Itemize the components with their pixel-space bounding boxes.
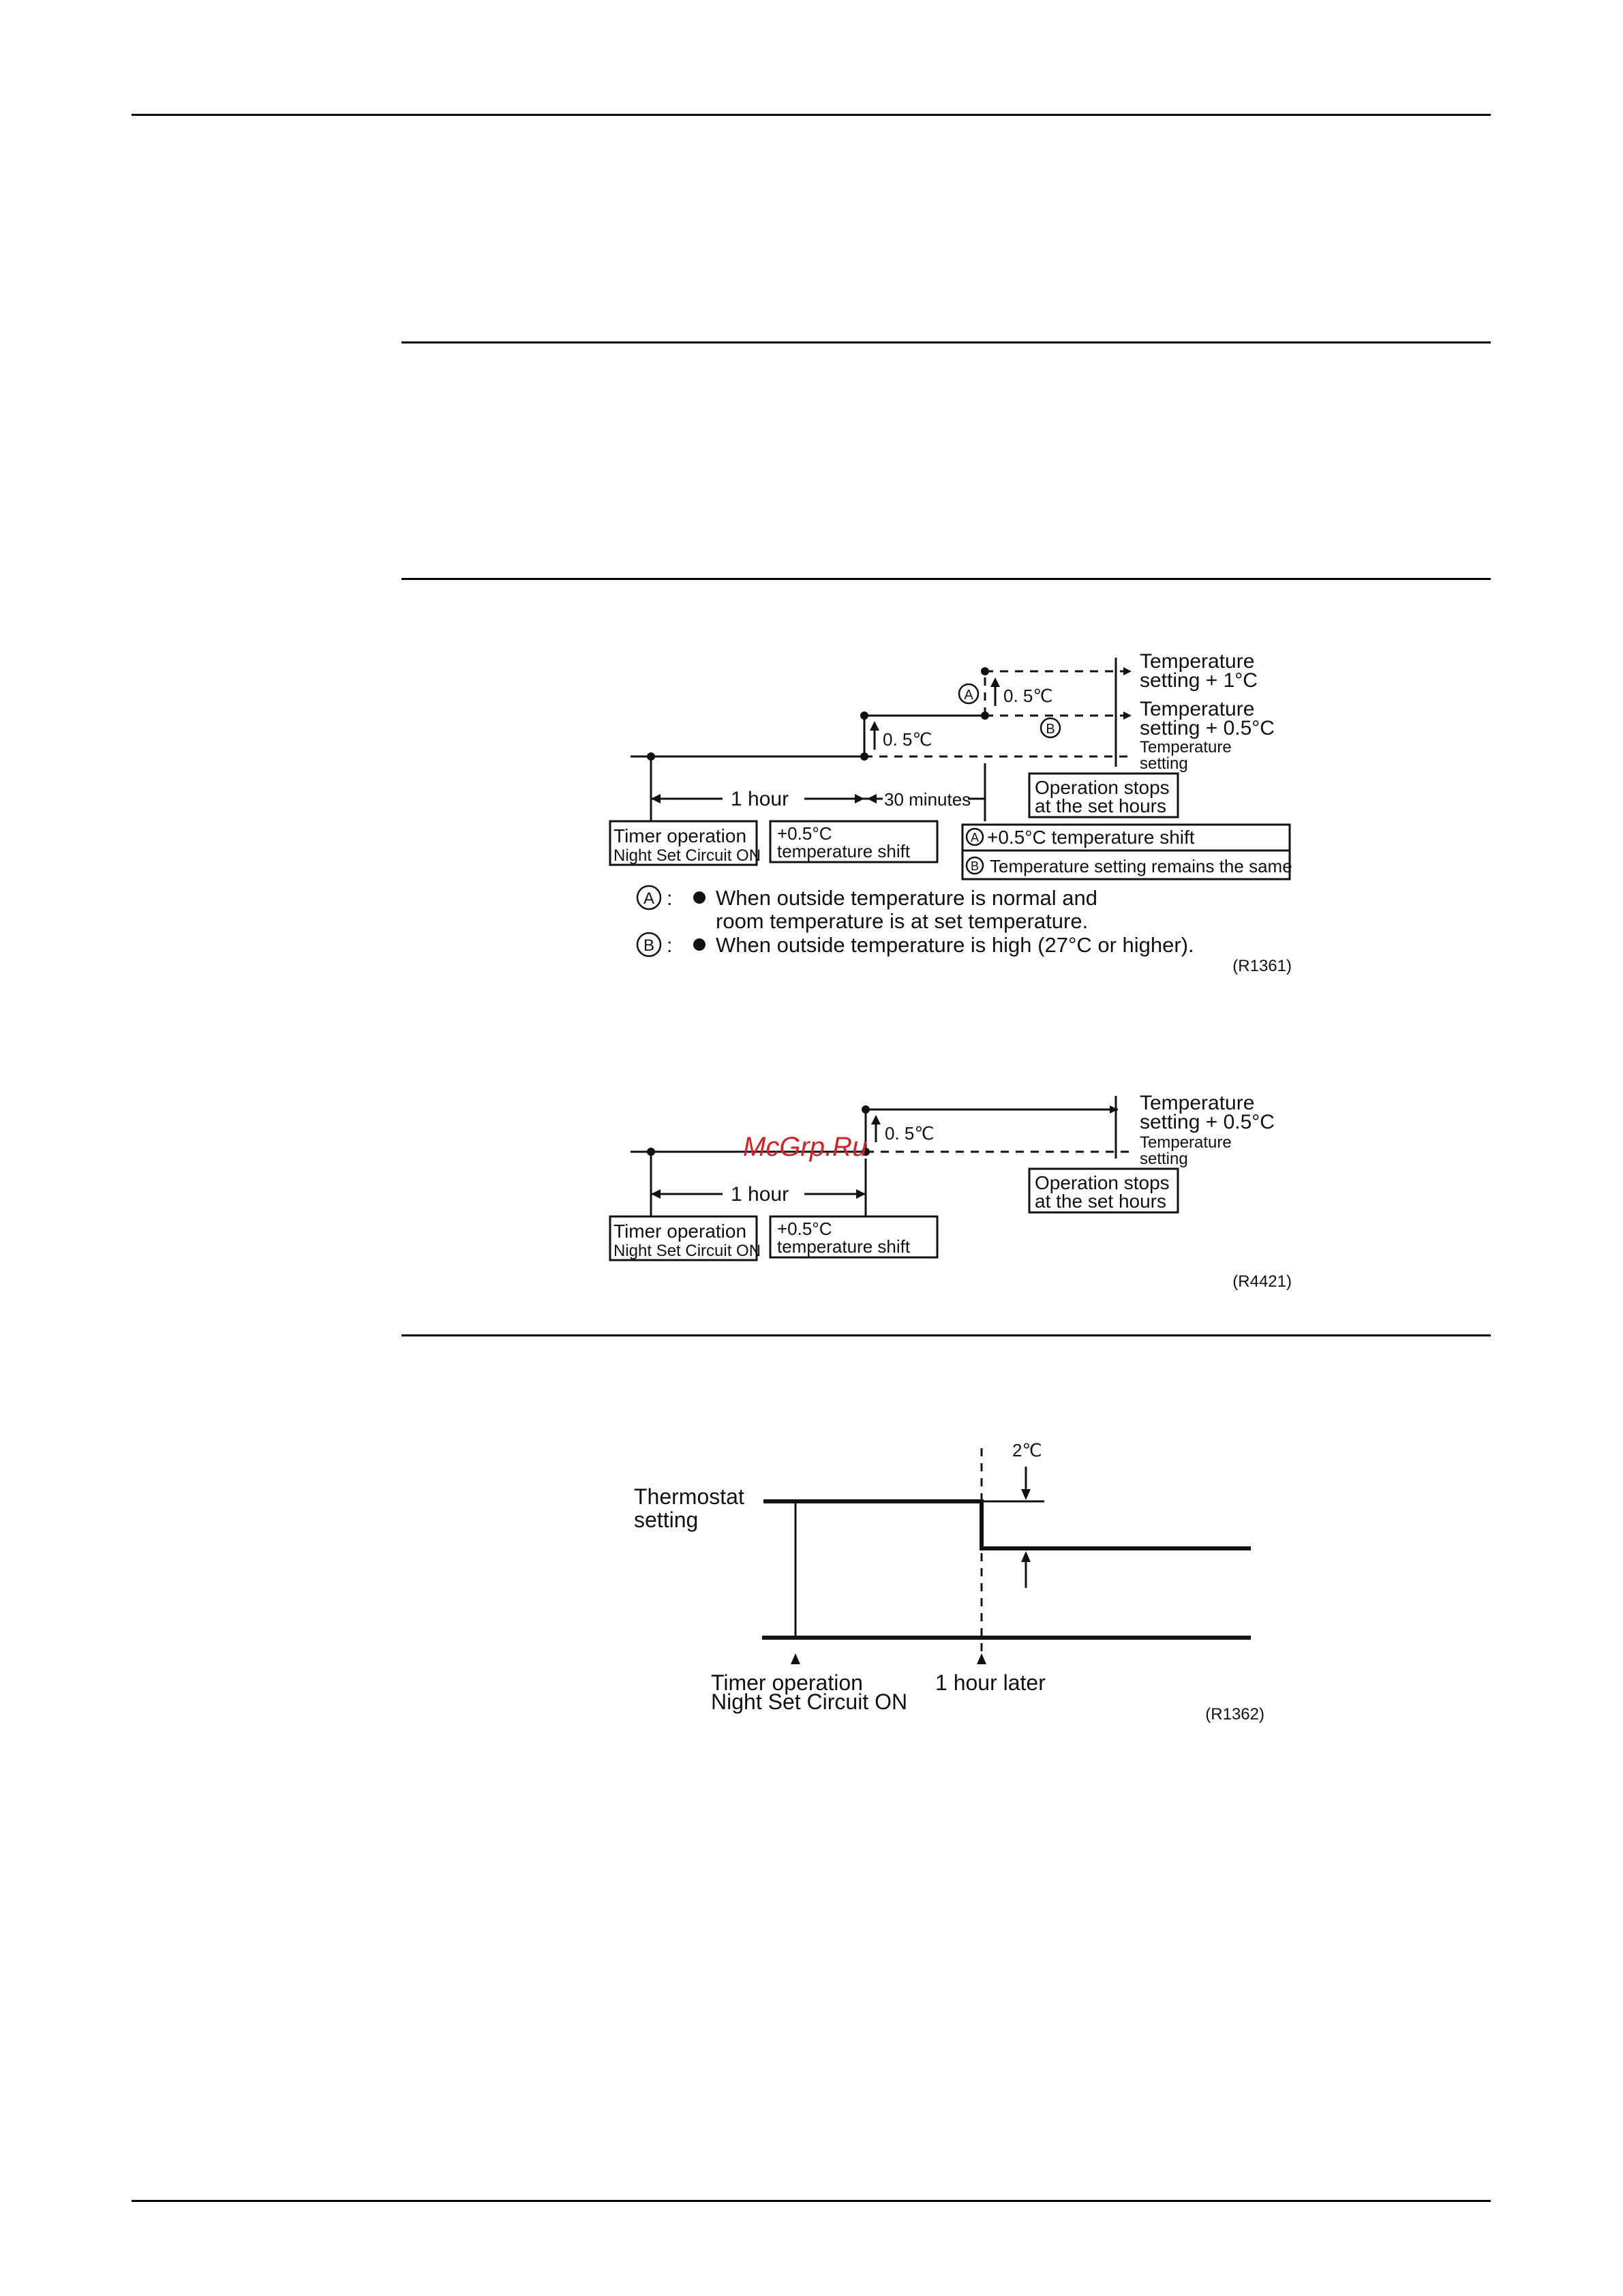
svg-text:Operation stops at the set: Operation stops at the set hours (1035, 777, 1170, 816)
label-temp-plus-05: Temperature setting + 0.5°C (1140, 1092, 1275, 1133)
svg-text:A: A (964, 688, 973, 703)
thermostat-label: Thermostat setting (634, 1484, 744, 1532)
later-label: 1 hour later (935, 1670, 1046, 1695)
shift-label-2: 0. 5℃ (1003, 686, 1053, 706)
figure1-ref: (R1361) (1232, 957, 1292, 975)
one-hour-label: 1 hour (731, 788, 789, 810)
svg-text:+0.5°C temperature shift: +0.5°C temperature shift (777, 1219, 911, 1257)
delta-label: 2℃ (1012, 1440, 1042, 1460)
figure3-ref: (R1362) (1205, 1705, 1264, 1724)
watermark: McGrp.Ru (743, 1132, 868, 1162)
arrow-up-icon (1021, 1551, 1031, 1562)
svg-text:A: A (643, 889, 655, 908)
svg-text::: : (667, 887, 673, 910)
shift-label: 0. 5℃ (885, 1123, 935, 1144)
label-temp-setting: Temperature setting (1140, 738, 1232, 773)
later-marker-icon (977, 1653, 986, 1664)
note-b: When outside temperature is high (27°C or higher). (716, 933, 1194, 957)
legend-b-text: Temperature setting remains the same (990, 856, 1292, 876)
svg-text::: : (667, 934, 673, 957)
timer-label: Timer operation Night Set Circuit ON (711, 1670, 908, 1714)
svg-text:+0.5°C temperature shift: +0.5°C temperature shift (777, 823, 911, 861)
thirty-minutes-label: 30 minutes (884, 789, 971, 810)
svg-text:Operation stops at the set: Operation stops at the set hours (1035, 1172, 1170, 1212)
label-temp-plus-1: Temperature setting + 1°C (1140, 650, 1258, 692)
shift-label-1: 0. 5℃ (883, 729, 932, 750)
svg-text:Timer operation Night Set: Timer operation Night Set Circuit ON (613, 825, 761, 865)
arrow-down-icon (1021, 1489, 1031, 1500)
note-a-line1: When outside temperature is normal and (716, 886, 1098, 910)
svg-text:Timer operation Night Set: Timer operation Night Set Circuit ON (613, 1221, 761, 1260)
note-a-line2: room temperature is at set temperature. (716, 909, 1089, 933)
svg-text:B: B (1046, 722, 1055, 737)
svg-text:A: A (970, 831, 980, 844)
svg-text:B: B (643, 936, 655, 955)
label-temp-plus-05: Temperature setting + 0.5°C (1140, 698, 1275, 739)
timer-marker-icon (791, 1653, 800, 1664)
legend-a-text: +0.5°C temperature shift (987, 827, 1195, 848)
figure2-ref: (R4421) (1232, 1272, 1292, 1291)
one-hour-label: 1 hour (731, 1183, 789, 1206)
label-temp-setting: Temperature setting (1140, 1133, 1232, 1168)
svg-text:B: B (970, 859, 980, 873)
